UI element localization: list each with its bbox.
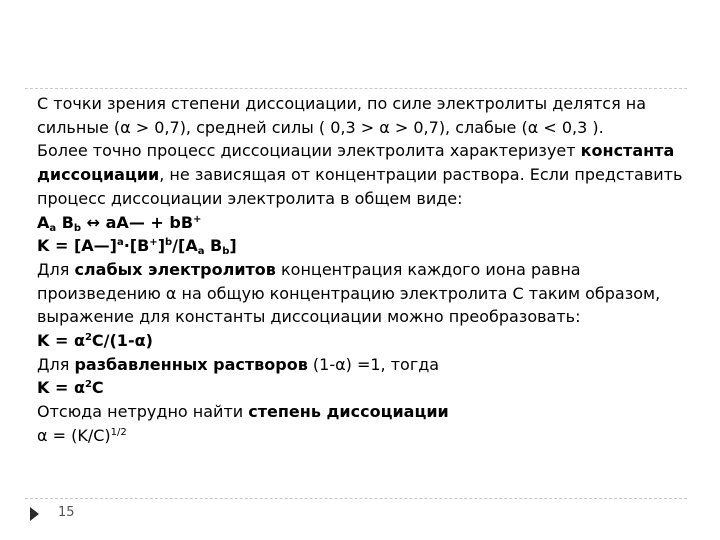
bottom-divider [25,498,687,499]
paragraph-line: диссоциации, не зависящая от концентрации раствора. Если представить [37,165,683,185]
term-dilute-solutions: разбавленных растворов [74,354,308,374]
term-dissociation: диссоциации [37,165,160,185]
paragraph-line: процесс диссоциации электролита в общем виде: [37,188,463,208]
slide-body [37,92,697,448]
paragraph-line: произведению α на общую концентрацию электролита С таким образом, [37,283,661,303]
equation-alpha: $\alpha = (K/C)^{1/2}$ [37,425,127,445]
term-constant: константа [580,141,675,161]
paragraph-line: сильные (α > 0,7), средней силы ( 0,3 > α > 0,7), слабые (α < 0,3 ). [37,117,604,137]
equation-ostwald: $K = \alpha^2C/(1-\alpha)$ [37,331,153,351]
paragraph-line: выражение для константы диссоциации можно преобразовать: [37,307,581,327]
equation-dissociation: $A_a$ $B_b$ ↔ aA— + bB+ [37,212,202,234]
equation-dilute: $K = \alpha^2C$ [37,378,104,398]
term-weak-electrolytes: слабых электролитов [74,259,276,279]
paragraph-line: Для разбавленных растворов (1-α) =1, тогда [37,354,440,374]
paragraph-line: Более точно процесс диссоциации электролита характеризует константа [37,141,675,161]
top-divider [25,88,687,89]
page-number: 15 [58,505,75,520]
paragraph-line: Отсюда нетрудно найти степень диссоциации [37,402,449,422]
term-degree-dissociation: степень диссоциации [248,402,449,422]
paragraph-line: С точки зрения степени диссоциации, по силе электролиты делятся на [37,94,647,113]
paragraph-line: Для слабых электролитов концентрация каждого иона равна [37,259,581,279]
triangle-right-icon [30,507,39,521]
equation-constant: $K = [A—]^a\cdot[B^+]^b/[A_a$ $B_b$] [37,236,237,258]
